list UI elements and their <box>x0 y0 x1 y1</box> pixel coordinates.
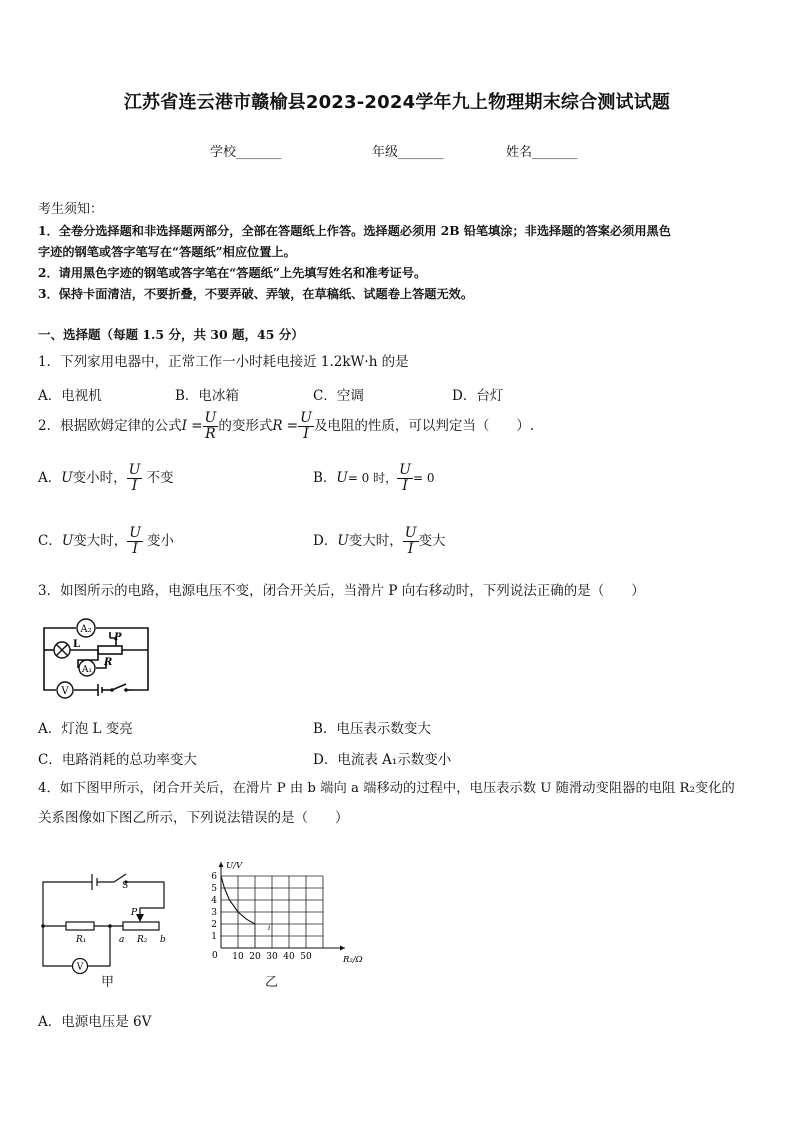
q2-option-a-fraction <box>127 463 143 494</box>
x-axis-arrow <box>340 946 345 951</box>
q2-formula2-num: U <box>300 410 312 426</box>
q4-end-a-label: a <box>119 935 125 945</box>
q2-option-c-var: U <box>61 533 74 549</box>
frac-num: U <box>129 525 142 541</box>
q3-stem: 3．如图所示的电路，电源电压不变，闭合开关后，当滑片 P 向右移动时，下列说法正确的是（ ） <box>38 583 645 599</box>
q2-option-c-letter: C． <box>38 533 62 549</box>
frac-den: I <box>397 478 413 494</box>
y-tick-label: 5 <box>211 884 217 894</box>
notice-heading: 考生须知： <box>38 202 104 217</box>
q4-slider-label: P <box>131 908 138 918</box>
x-tick-label: 10 <box>232 952 244 962</box>
y-axis-arrow <box>219 862 224 867</box>
notice-line-4: 3．保持卡面清洁，不要折叠，不要弄破、弄皱，在草稿纸、试题卷上答题无效。 <box>38 287 474 301</box>
q2-option-b-letter: B． <box>313 470 337 486</box>
q2-option-d-letter: D． <box>313 533 338 549</box>
frac-den: I <box>127 541 143 557</box>
q3-ammeter-a1-label: A₁ <box>81 665 93 675</box>
q3-option-d: D．电流表 A₁示数变小 <box>313 752 452 768</box>
notice-line-1: 1．全卷分选择题和非选择题两部分，全部在答题纸上作答。选择题必须用 2B 铅笔填涂；非选择题的答案必须用黑色 <box>38 224 671 238</box>
frac-num: U <box>404 525 417 541</box>
q1-option-c: C．空调 <box>313 388 364 404</box>
q4-option-a: A．电源电压是 6V <box>38 1014 152 1030</box>
q3-voltmeter-label: V <box>61 686 69 697</box>
q4-stem-line-1: 4．如下图甲所示，闭合开关后，在滑片 P 由 b 端向 a 端移动的过程中，电压表示数 U 随滑动变阻器的电阻 R₂变化的 <box>38 781 735 796</box>
q2-formula1-fraction <box>203 411 219 442</box>
q2-option-d-result: 变大 <box>418 533 446 549</box>
q2-formula2-lhs: R = <box>272 418 299 434</box>
q2-formula1-lhs: I = <box>181 418 203 434</box>
frac-den: I <box>127 478 143 494</box>
q2-option-a-letter: A． <box>38 470 62 486</box>
q2-option-a-result: 不变 <box>146 470 174 486</box>
q2-option-c-fraction <box>127 526 143 557</box>
q2-stem-part-c: 及电阻的性质，可以判定当（ ）. <box>313 418 535 434</box>
q2-option-a <box>38 463 173 494</box>
q2-formula1-den: R <box>203 426 219 442</box>
q4-stem-line-2: 关系图像如下图乙所示，下列说法错误的是（ ） <box>38 810 349 826</box>
notice-line-3: 2．请用黑色字迹的钢笔或答字笔在“答题纸”上先填写姓名和准考证号。 <box>38 266 427 280</box>
q4-circuit-diagram-jia <box>40 870 170 990</box>
notice-line-2: 字迹的钢笔或答字笔写在“答题纸”相应位置上。 <box>38 245 296 259</box>
q2-option-c <box>38 526 174 557</box>
y-tick-label: 3 <box>211 908 217 918</box>
q2-option-c-text: 变大时， <box>73 533 128 549</box>
q4-end-b-label: b <box>160 935 166 945</box>
page-title: 江苏省连云港市赣榆县2023-2024学年九上物理期末综合测试试题 <box>123 92 671 113</box>
q2-option-b-text: = 0 时， <box>347 471 398 485</box>
frac-num: U <box>128 462 141 478</box>
q3-resistor-label: R <box>104 657 113 668</box>
q4-r1-label: R₁ <box>76 935 87 945</box>
q3-ammeter-a2-label: A₂ <box>80 624 92 635</box>
q3-circuit-diagram <box>40 618 154 698</box>
q2-formula1-num: U <box>204 410 217 426</box>
q3-slider-label: P <box>114 632 122 643</box>
grade-field: 年级_______ <box>372 145 444 160</box>
q1-option-d: D．台灯 <box>452 388 504 404</box>
q2-option-d-text: 变大时， <box>348 533 403 549</box>
q2-option-b <box>313 463 434 494</box>
x-tick-label: 40 <box>283 952 295 962</box>
q1-option-a: A．电视机 <box>38 388 102 404</box>
q1-option-b: B．电冰箱 <box>175 388 239 404</box>
q2-option-d <box>313 526 446 557</box>
q3-option-b: B．电压表示数变大 <box>313 721 431 737</box>
q4-graph-yi <box>205 852 363 972</box>
q2-option-d-fraction <box>403 526 419 557</box>
q3-option-c: C．电路消耗的总功率变大 <box>38 752 197 768</box>
x-tick-label: 20 <box>249 952 261 962</box>
q2-stem-part-b: 的变形式 <box>218 418 273 434</box>
q4-voltmeter-label: V <box>76 962 84 973</box>
frac-den: I <box>403 541 419 557</box>
point-label: i <box>268 924 271 932</box>
q2-formula2-den: I <box>298 426 314 442</box>
q4-fig2-caption: 乙 <box>265 975 279 990</box>
q2-option-b-result: = 0 <box>412 471 435 485</box>
y-axis-label: U/V <box>226 861 243 871</box>
q2-formula2-fraction <box>298 411 314 442</box>
y-tick-label: 4 <box>211 896 217 906</box>
origin-label: 0 <box>212 951 218 961</box>
y-tick-label: 2 <box>211 920 217 930</box>
x-tick-label: 50 <box>300 952 312 962</box>
q2-option-c-result: 变小 <box>147 533 175 549</box>
frac-num: U <box>399 462 411 478</box>
q4-switch-label: S <box>122 881 129 891</box>
section-heading: 一、选择题（每题 1.5 分，共 30 题，45 分） <box>38 327 304 342</box>
q4-r2-label: R₂ <box>137 935 148 945</box>
q4-fig1-caption: 甲 <box>101 975 115 990</box>
q2-stem <box>38 411 534 442</box>
q2-option-b-var: U <box>336 470 348 486</box>
x-axis-label: R₂/Ω <box>343 955 363 965</box>
q2-option-d-var: U <box>337 533 349 549</box>
q3-option-a: A．灯泡 L 变亮 <box>38 721 133 737</box>
q2-stem-part-a: 2．根据欧姆定律的公式 <box>38 418 182 434</box>
school-field: 学校_______ <box>210 145 282 160</box>
y-tick-label: 1 <box>211 932 217 942</box>
name-field: 姓名_______ <box>506 145 578 160</box>
q3-lamp-label: L <box>73 639 81 650</box>
q2-option-a-var: U <box>61 470 73 486</box>
y-tick-label: 6 <box>211 872 217 882</box>
x-tick-label: 30 <box>266 952 278 962</box>
q2-option-b-fraction <box>397 463 413 494</box>
q1-stem: 1．下列家用电器中，正常工作一小时耗电接近 1.2kW·h 的是 <box>38 354 409 370</box>
q2-option-a-text: 变小时， <box>72 470 127 486</box>
